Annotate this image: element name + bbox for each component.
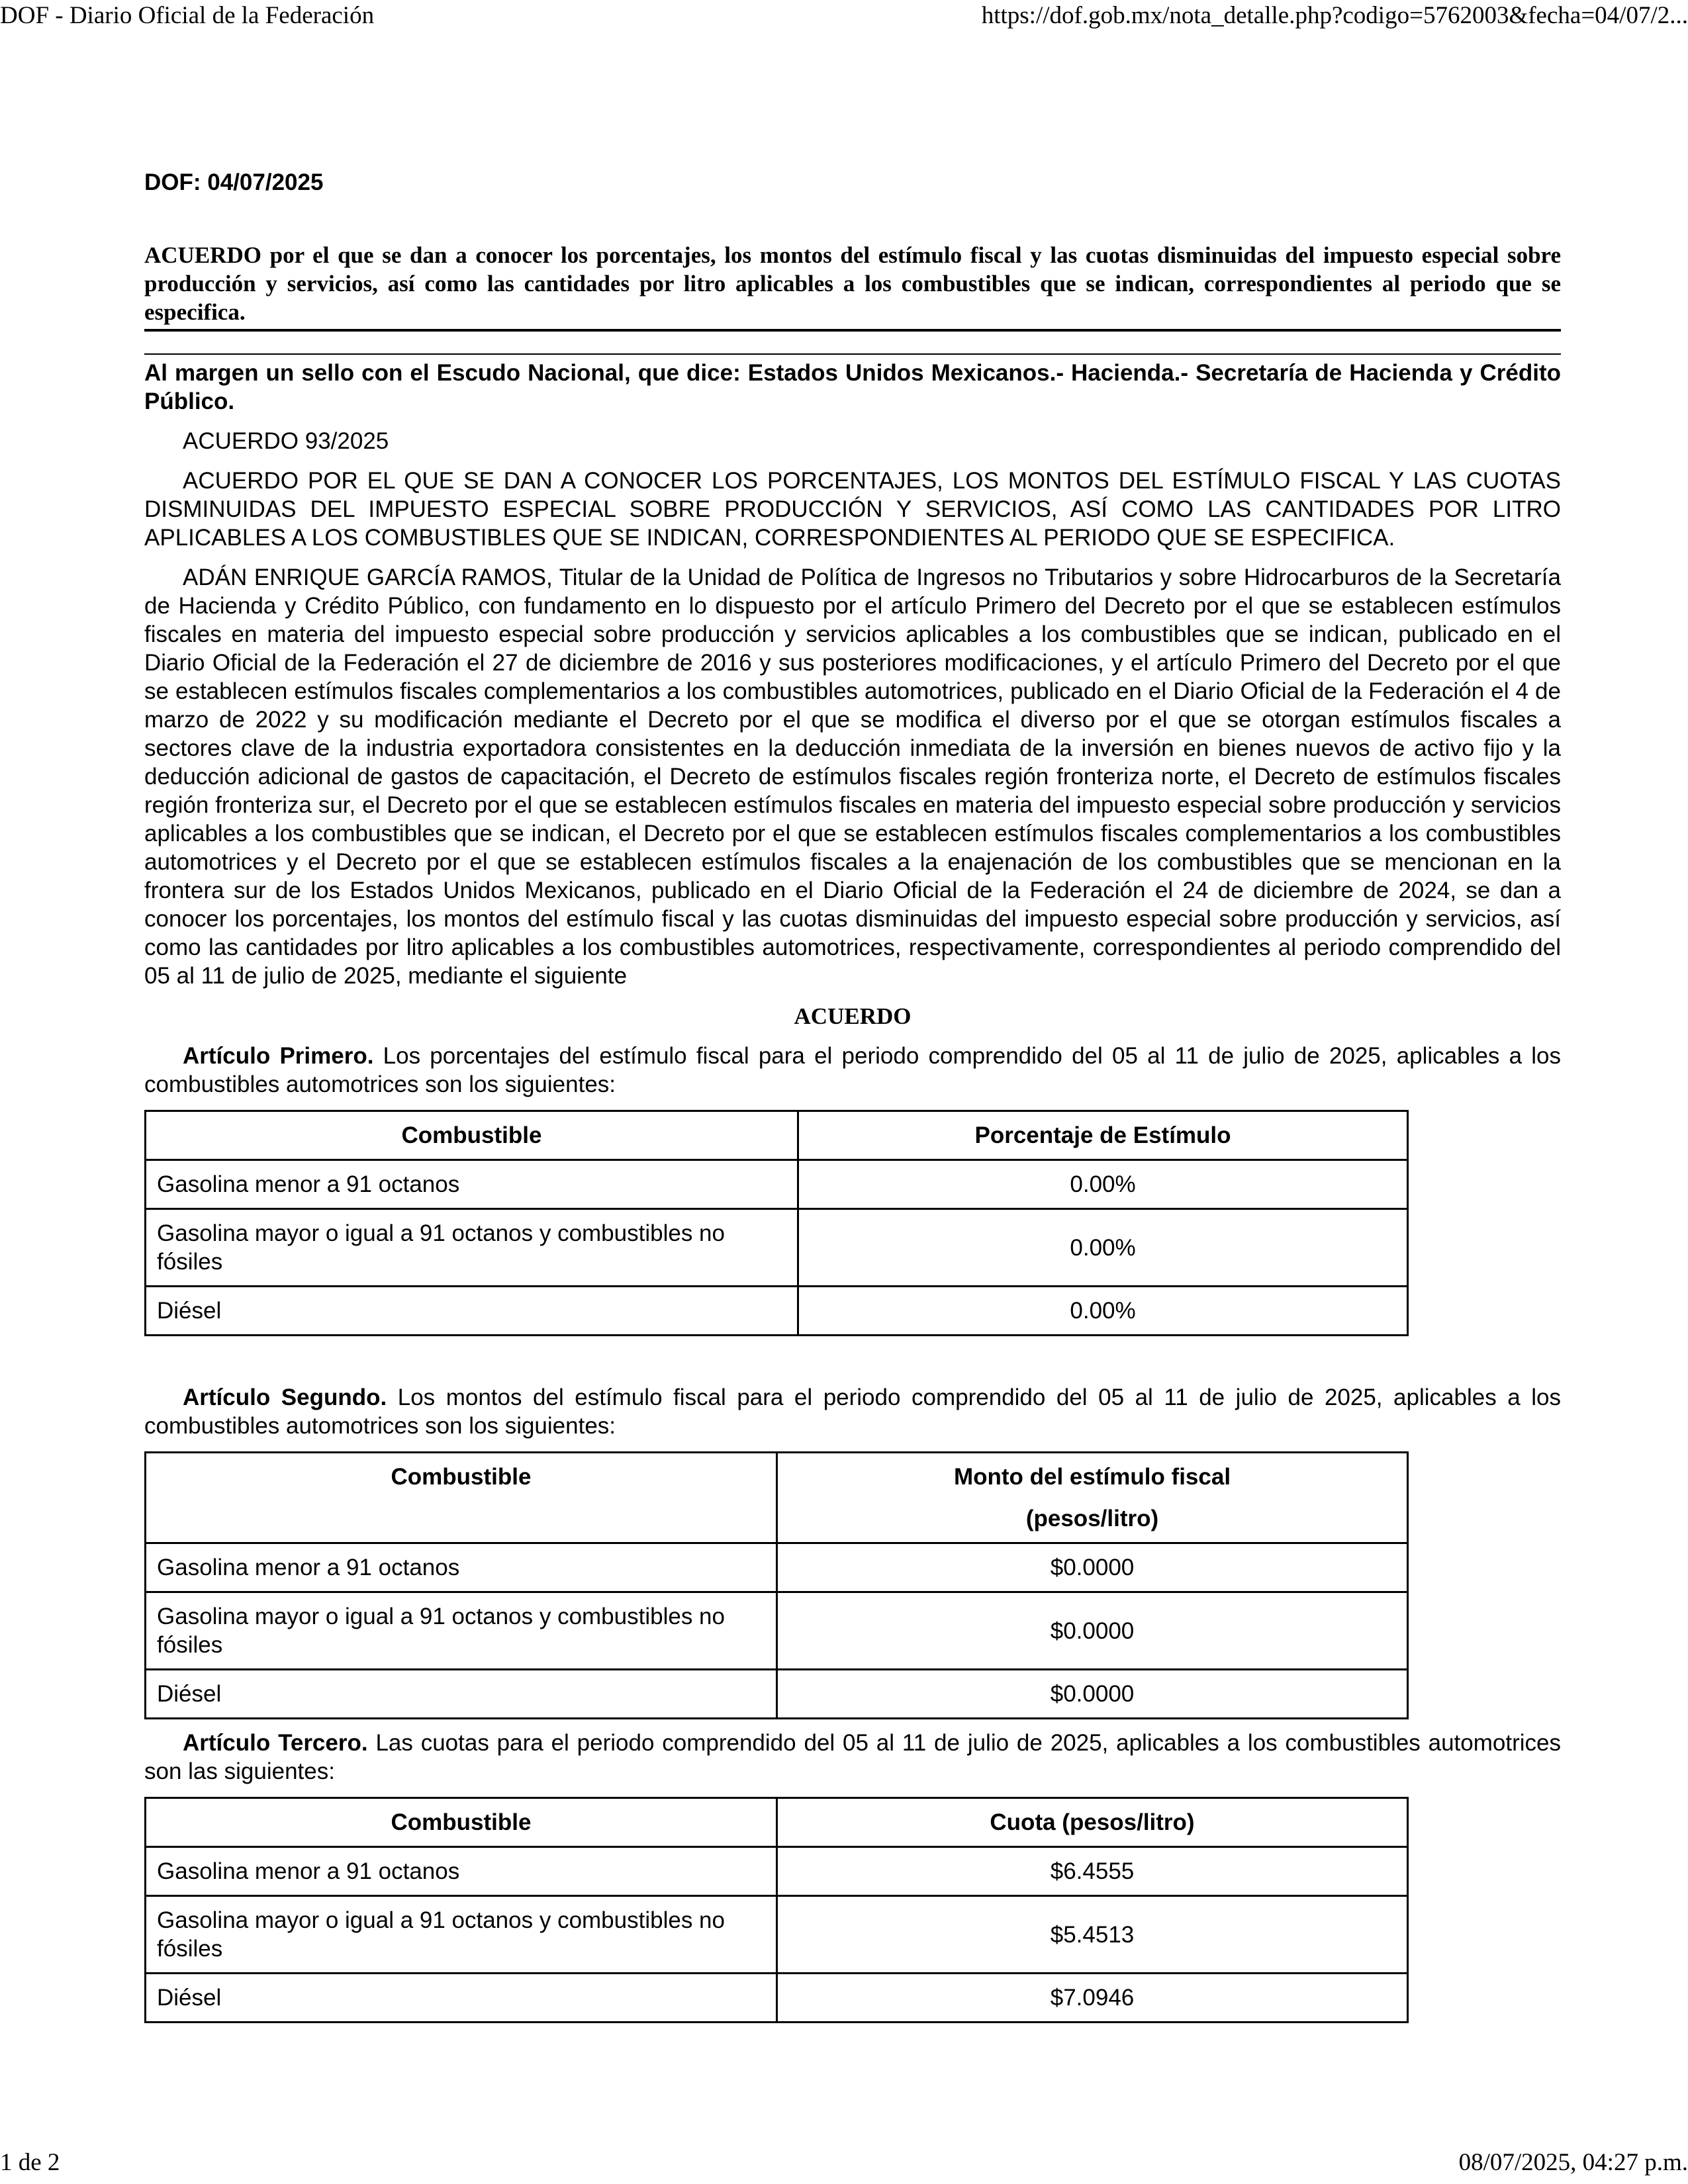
divider-thin	[144, 353, 1561, 355]
fuel-value: $6.4555	[777, 1847, 1408, 1896]
fuel-value: 0.00%	[798, 1160, 1408, 1209]
table-row	[146, 1209, 1408, 1287]
article-third-text: Las cuotas para el periodo comprendido del 05 al 11 de julio de 2025, aplicables a los combustibles automotrices son las siguientes:	[144, 1730, 1561, 1784]
article-first	[144, 1042, 1561, 1099]
fuel-value: $5.4513	[777, 1896, 1408, 1974]
table-header-row	[146, 1798, 1408, 1847]
article-second	[144, 1383, 1561, 1440]
table-row	[146, 1160, 1408, 1209]
fuel-name: Diésel	[146, 1287, 798, 1336]
fuel-value: $7.0946	[777, 1974, 1408, 2023]
table-row	[146, 1847, 1408, 1896]
column-header-fuel: Combustible	[146, 1453, 777, 1543]
column-header-fuel: Combustible	[146, 1111, 798, 1160]
article-first-label: Artículo Primero.	[183, 1043, 374, 1069]
fuel-name: Gasolina menor a 91 octanos	[146, 1847, 777, 1896]
divider-thick	[144, 329, 1561, 332]
print-datetime: 08/07/2025, 04:27 p.m.	[1458, 2149, 1688, 2176]
column-header-fuel: Combustible	[146, 1798, 777, 1847]
fuel-name: Gasolina menor a 91 octanos	[146, 1160, 798, 1209]
fuel-name: Gasolina mayor o igual a 91 octanos y combustibles no fósiles	[146, 1209, 798, 1287]
article-third-label: Artículo Tercero.	[183, 1730, 368, 1756]
fuel-name: Diésel	[146, 1670, 777, 1719]
table-row	[146, 1974, 1408, 2023]
table-row	[146, 1543, 1408, 1592]
fuel-value: $0.0000	[777, 1670, 1408, 1719]
document-summary: ACUERDO por el que se dan a conocer los porcentajes, los montos del estímulo fiscal y las cuotas disminuidas del impuesto especial sobre producción y servicios, así como las cantidades por litro aplicables a los combustibles que se indican, correspondientes al periodo que se especifica.	[144, 242, 1561, 325]
article-first-text: Los porcentajes del estímulo fiscal para el periodo comprendido del 05 al 11 de julio de 2025, aplicables a los combustibles automotrices son los siguientes:	[144, 1043, 1561, 1097]
article-second-label: Artículo Segundo.	[183, 1385, 387, 1410]
page-number: 1 de 2	[0, 2149, 60, 2176]
stimulus-percentage-table	[144, 1110, 1409, 1336]
table-row	[146, 1896, 1408, 1974]
quota-table	[144, 1797, 1409, 2023]
column-header-quota: Cuota (pesos/litro)	[777, 1798, 1408, 1847]
table-row	[146, 1592, 1408, 1670]
acuerdo-title: ACUERDO POR EL QUE SE DAN A CONOCER LOS PORCENTAJES, LOS MONTOS DEL ESTÍMULO FISCAL Y LAS CUOTAS DISMINUIDAS DEL IMPUESTO ESPECIAL SOBRE PRODUCCIÓN Y SERVICIOS, ASÍ COMO LAS CANTIDADES POR LITRO APLICABLES A LOS COMBUSTIBLES QUE SE INDICAN, CORRESPONDIENTES AL PERIODO QUE SE ESPECIFICA.	[144, 468, 1561, 551]
fuel-value: 0.00%	[798, 1209, 1408, 1287]
article-third	[144, 1729, 1561, 1786]
table-header-row	[146, 1453, 1408, 1543]
fuel-value: $0.0000	[777, 1543, 1408, 1592]
fuel-name: Gasolina mayor o igual a 91 octanos y combustibles no fósiles	[146, 1592, 777, 1670]
fuel-value: $0.0000	[777, 1592, 1408, 1670]
table-row	[146, 1287, 1408, 1336]
document-content	[144, 165, 1561, 2023]
fuel-name: Diésel	[146, 1974, 777, 2023]
column-header-amount-line2: (pesos/litro)	[1025, 1506, 1159, 1531]
dof-date: DOF: 04/07/2025	[144, 169, 324, 195]
table-header-row	[146, 1111, 1408, 1160]
print-header-url[interactable]: https://dof.gob.mx/nota_detalle.php?codigo=5762003&fecha=04/07/2...	[981, 2, 1688, 29]
acuerdo-number: ACUERDO 93/2025	[183, 428, 389, 454]
stimulus-amount-table	[144, 1451, 1409, 1719]
column-header-percentage: Porcentaje de Estímulo	[798, 1111, 1408, 1160]
article-second-text: Los montos del estímulo fiscal para el periodo comprendido del 05 al 11 de julio de 2025, aplicables a los combustibles automotrices son los siguientes:	[144, 1385, 1561, 1439]
print-header-title: DOF - Diario Oficial de la Federación	[0, 2, 375, 29]
column-header-amount	[777, 1453, 1408, 1543]
acuerdo-heading: ACUERDO	[794, 1003, 912, 1029]
fuel-name: Gasolina menor a 91 octanos	[146, 1543, 777, 1592]
margin-note: Al margen un sello con el Escudo Nacional, que dice: Estados Unidos Mexicanos.- Hacienda.- Secretaría de Hacienda y Crédito Público.	[144, 360, 1561, 414]
table-row	[146, 1670, 1408, 1719]
fuel-value: 0.00%	[798, 1287, 1408, 1336]
preamble: ADÁN ENRIQUE GARCÍA RAMOS, Titular de la Unidad de Política de Ingresos no Tributarios y sobre Hidrocarburos de la Secretaría de Hacienda y Crédito Público, con fundamento en lo dispuesto por el artículo Primero del Decreto por el que se establecen estímulos fiscales en materia del impuesto especial sobre producción y servicios aplicables a los combustibles que se indican, publicado en el Diario Oficial de la Federación el 27 de diciembre de 2016 y sus posteriores modificaciones, y el artículo Primero del Decreto por el que se establecen estímulos fiscales complementarios a los combustibles automotrices, publicado en el Diario Oficial de la Federación el 4 de marzo de 2022 y su modificación mediante el Decreto por el que se modifica el diverso por el que se otorgan estímulos fiscales a sectores clave de la industria exportadora consistentes en la deducción inmediata de la inversión en bienes nuevos de activo fijo y la deducción adicional de gastos de capacitación, el Decreto de estímulos fiscales región fronteriza norte, el Decreto de estímulos fiscales región fronteriza sur, el Decreto por el que se establecen estímulos fiscales en materia del impuesto especial sobre producción y servicios aplicables a los combustibles que se indican, el Decreto por el que se establecen estímulos fiscales complementarios a los combustibles automotrices y el Decreto por el que se establecen estímulos fiscales a la enajenación de los combustibles que se mencionan en la frontera sur de los Estados Unidos Mexicanos, publicado en el Diario Oficial de la Federación el 24 de diciembre de 2024, se dan a conocer los porcentajes, los montos del estímulo fiscal y las cuotas disminuidas del impuesto especial sobre producción y servicios, así como las cantidades por litro aplicables a los combustibles automotrices, respectivamente, correspondientes al periodo comprendido del 05 al 11 de julio de 2025, mediante el siguiente	[144, 565, 1561, 989]
column-header-amount-line1: Monto del estímulo fiscal	[953, 1464, 1231, 1490]
fuel-name: Gasolina mayor o igual a 91 octanos y combustibles no fósiles	[146, 1896, 777, 1974]
